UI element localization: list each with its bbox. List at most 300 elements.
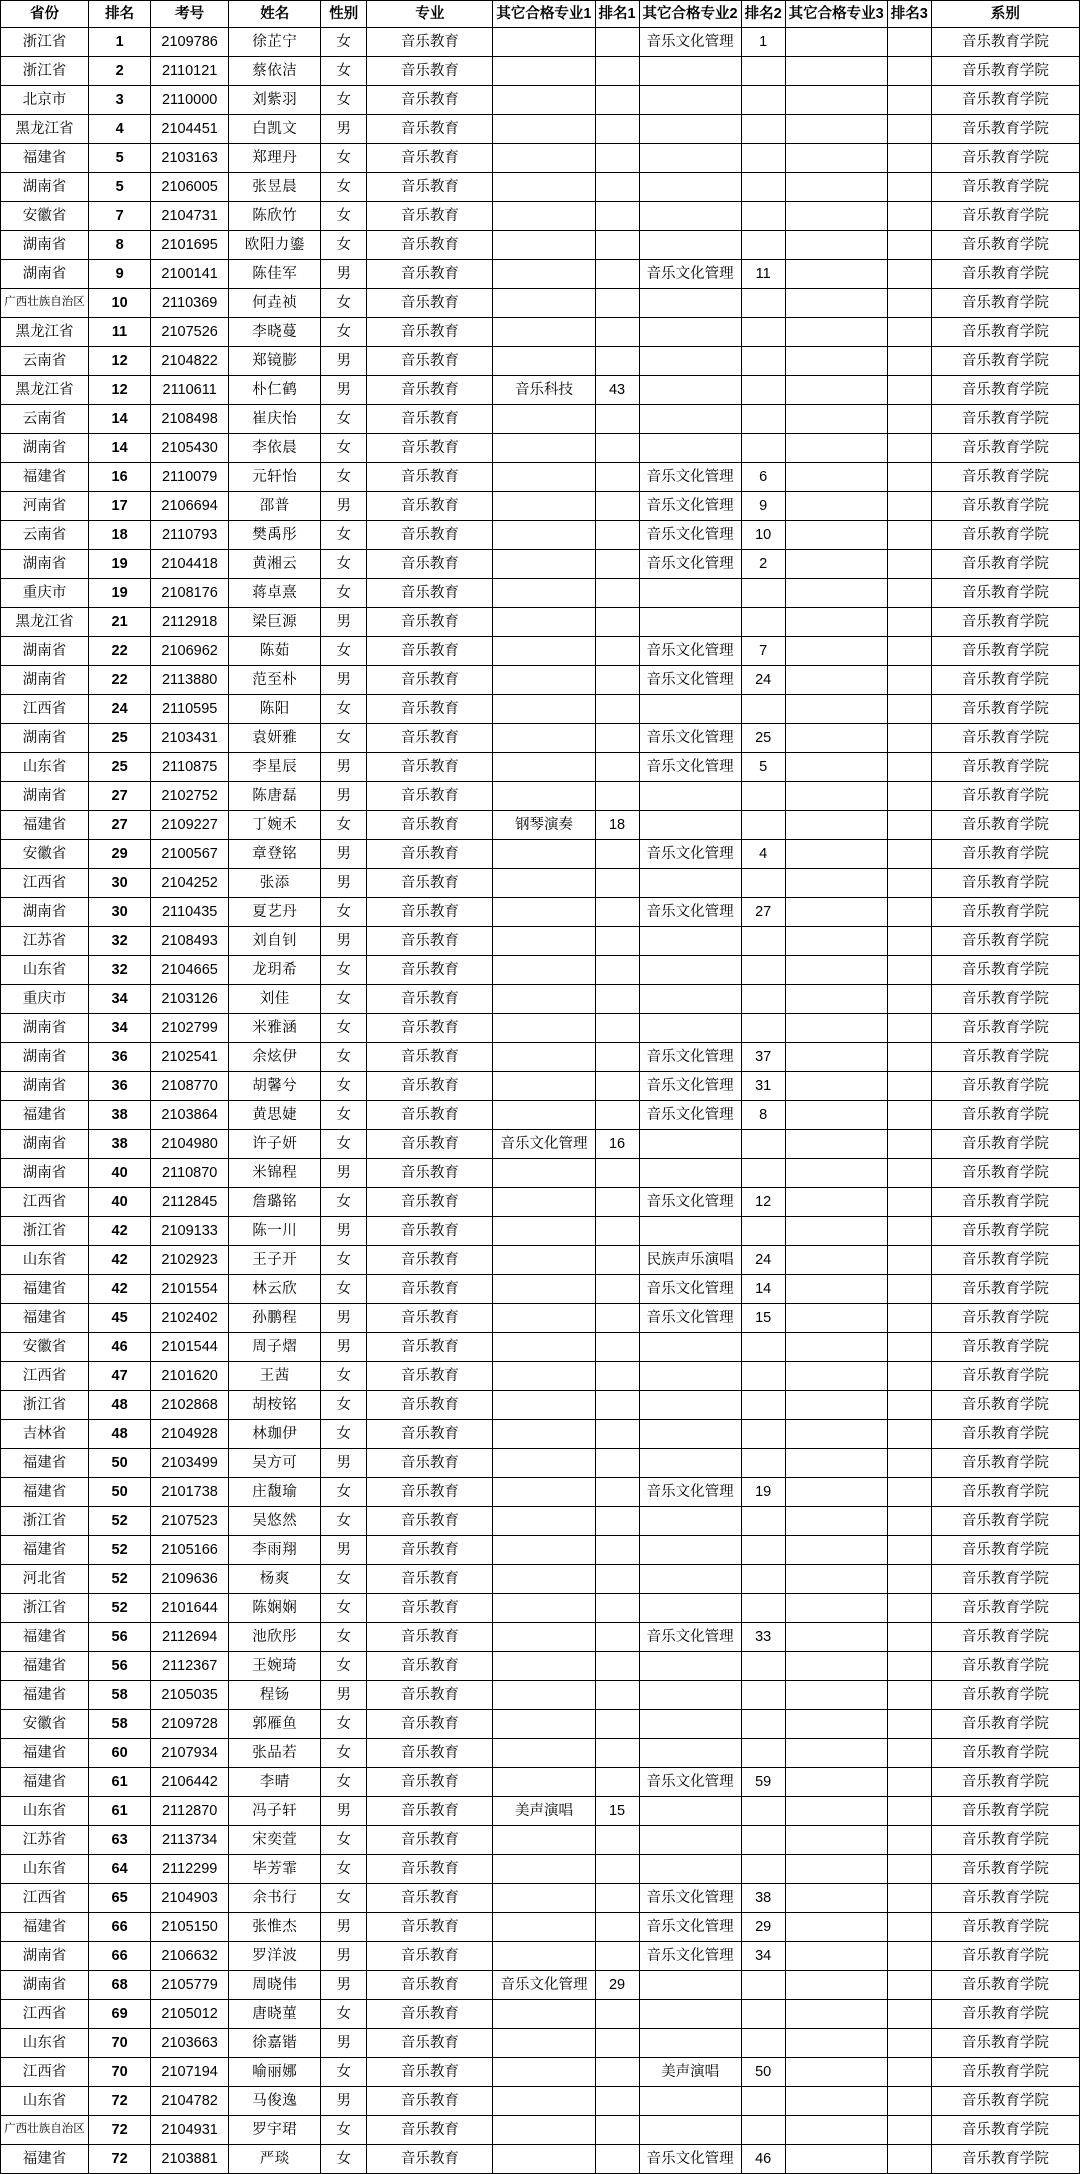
cell-exam-number: 2112845: [151, 1188, 229, 1217]
cell-alt-major-3: [785, 1826, 887, 1855]
cell-gender: 女: [321, 695, 367, 724]
cell-gender: 女: [321, 202, 367, 231]
cell-alt-major-3: [785, 492, 887, 521]
cell-alt-rank-3: [887, 173, 931, 202]
cell-department: 音乐教育学院: [931, 1826, 1079, 1855]
cell-exam-number: 2107934: [151, 1739, 229, 1768]
cell-alt-rank-3: [887, 1797, 931, 1826]
cell-name: 丁婉禾: [229, 811, 321, 840]
cell-alt-rank-3: [887, 289, 931, 318]
cell-alt-rank-2: [741, 1739, 785, 1768]
cell-rank: 8: [89, 231, 151, 260]
cell-department: 音乐教育学院: [931, 1449, 1079, 1478]
table-row: [1, 289, 1080, 318]
cell-alt-major-3: [785, 405, 887, 434]
cell-department: 音乐教育学院: [931, 1884, 1079, 1913]
column-header-alt-rank-2: 排名2: [741, 1, 785, 28]
cell-major: 音乐教育: [367, 1188, 493, 1217]
cell-department: 音乐教育学院: [931, 2058, 1079, 2087]
cell-department: 音乐教育学院: [931, 1797, 1079, 1826]
cell-department: 音乐教育学院: [931, 1275, 1079, 1304]
cell-alt-rank-1: [595, 1536, 639, 1565]
cell-alt-rank-1: [595, 2116, 639, 2145]
table-row: [1, 144, 1080, 173]
cell-alt-major-3: [785, 1623, 887, 1652]
cell-exam-number: 2107194: [151, 2058, 229, 2087]
cell-alt-rank-3: [887, 1130, 931, 1159]
cell-name: 李依晨: [229, 434, 321, 463]
cell-alt-major-3: [785, 1652, 887, 1681]
cell-major: 音乐教育: [367, 1507, 493, 1536]
cell-alt-rank-1: [595, 1014, 639, 1043]
cell-alt-major-3: [785, 434, 887, 463]
table-header-row: [1, 1, 1080, 28]
cell-province: 福建省: [1, 1913, 89, 1942]
cell-exam-number: 2101738: [151, 1478, 229, 1507]
cell-alt-rank-2: 11: [741, 260, 785, 289]
cell-alt-rank-3: [887, 1304, 931, 1333]
cell-name: 陈娴娴: [229, 1594, 321, 1623]
cell-gender: 男: [321, 2029, 367, 2058]
cell-province: 湖南省: [1, 1014, 89, 1043]
table-row: [1, 985, 1080, 1014]
cell-major: 音乐教育: [367, 2029, 493, 2058]
cell-exam-number: 2106005: [151, 173, 229, 202]
cell-alt-rank-1: [595, 1304, 639, 1333]
table-row: [1, 1594, 1080, 1623]
column-header-alt-major-2: 其它合格专业2: [639, 1, 741, 28]
cell-rank: 70: [89, 2058, 151, 2087]
cell-alt-rank-3: [887, 492, 931, 521]
cell-alt-major-2: 音乐文化管理: [639, 1275, 741, 1304]
cell-alt-major-2: [639, 1594, 741, 1623]
cell-rank: 5: [89, 144, 151, 173]
cell-alt-rank-3: [887, 1072, 931, 1101]
cell-province: 云南省: [1, 405, 89, 434]
cell-alt-major-2: [639, 173, 741, 202]
cell-name: 王茜: [229, 1362, 321, 1391]
cell-major: 音乐教育: [367, 2000, 493, 2029]
cell-exam-number: 2100141: [151, 260, 229, 289]
cell-alt-rank-2: [741, 1507, 785, 1536]
cell-alt-rank-2: [741, 1971, 785, 2000]
cell-exam-number: 2101695: [151, 231, 229, 260]
cell-alt-rank-3: [887, 608, 931, 637]
cell-gender: 男: [321, 2087, 367, 2116]
cell-name: 夏艺丹: [229, 898, 321, 927]
cell-alt-rank-2: [741, 2087, 785, 2116]
cell-department: 音乐教育学院: [931, 1710, 1079, 1739]
cell-alt-rank-1: [595, 1391, 639, 1420]
cell-alt-major-3: [785, 2116, 887, 2145]
cell-gender: 女: [321, 985, 367, 1014]
cell-alt-rank-3: [887, 1855, 931, 1884]
cell-department: 音乐教育学院: [931, 1420, 1079, 1449]
cell-alt-rank-1: [595, 1884, 639, 1913]
cell-major: 音乐教育: [367, 782, 493, 811]
cell-rank: 21: [89, 608, 151, 637]
cell-alt-major-3: [785, 1536, 887, 1565]
cell-alt-major-1: 音乐文化管理: [493, 1971, 595, 2000]
cell-major: 音乐教育: [367, 57, 493, 86]
cell-alt-rank-2: 15: [741, 1304, 785, 1333]
cell-alt-rank-2: [741, 434, 785, 463]
cell-name: 陈佳军: [229, 260, 321, 289]
cell-alt-major-1: [493, 869, 595, 898]
cell-alt-rank-1: [595, 318, 639, 347]
cell-name: 罗宇珺: [229, 2116, 321, 2145]
cell-name: 邵普: [229, 492, 321, 521]
cell-department: 音乐教育学院: [931, 115, 1079, 144]
cell-alt-rank-3: [887, 2116, 931, 2145]
cell-gender: 女: [321, 1043, 367, 1072]
cell-name: 徐嘉锴: [229, 2029, 321, 2058]
cell-alt-rank-3: [887, 57, 931, 86]
cell-gender: 女: [321, 811, 367, 840]
cell-exam-number: 2102799: [151, 1014, 229, 1043]
cell-exam-number: 2104731: [151, 202, 229, 231]
cell-rank: 1: [89, 28, 151, 57]
cell-gender: 女: [321, 550, 367, 579]
cell-alt-major-2: 美声演唱: [639, 2058, 741, 2087]
cell-exam-number: 2102752: [151, 782, 229, 811]
cell-exam-number: 2103663: [151, 2029, 229, 2058]
cell-exam-number: 2105779: [151, 1971, 229, 2000]
cell-province: 福建省: [1, 1536, 89, 1565]
cell-department: 音乐教育学院: [931, 1739, 1079, 1768]
cell-province: 湖南省: [1, 550, 89, 579]
cell-major: 音乐教育: [367, 1594, 493, 1623]
cell-major: 音乐教育: [367, 1072, 493, 1101]
cell-alt-major-1: [493, 144, 595, 173]
cell-name: 张品若: [229, 1739, 321, 1768]
cell-department: 音乐教育学院: [931, 1565, 1079, 1594]
cell-gender: 女: [321, 1826, 367, 1855]
cell-alt-rank-3: [887, 869, 931, 898]
cell-rank: 47: [89, 1362, 151, 1391]
cell-alt-rank-3: [887, 2087, 931, 2116]
cell-alt-major-2: [639, 927, 741, 956]
table-row: [1, 811, 1080, 840]
cell-alt-rank-3: [887, 318, 931, 347]
column-header-gender: 性别: [321, 1, 367, 28]
cell-alt-rank-1: [595, 1159, 639, 1188]
cell-province: 江西省: [1, 695, 89, 724]
cell-major: 音乐教育: [367, 1565, 493, 1594]
cell-major: 音乐教育: [367, 318, 493, 347]
table-row: [1, 1304, 1080, 1333]
cell-alt-major-3: [785, 115, 887, 144]
cell-province: 福建省: [1, 1623, 89, 1652]
cell-major: 音乐教育: [367, 1043, 493, 1072]
cell-alt-major-1: [493, 318, 595, 347]
cell-alt-major-2: 音乐文化管理: [639, 753, 741, 782]
cell-province: 福建省: [1, 811, 89, 840]
cell-major: 音乐教育: [367, 579, 493, 608]
cell-province: 福建省: [1, 1304, 89, 1333]
cell-alt-major-3: [785, 811, 887, 840]
cell-alt-rank-3: [887, 434, 931, 463]
cell-alt-major-3: [785, 1478, 887, 1507]
cell-department: 音乐教育学院: [931, 927, 1079, 956]
cell-alt-major-1: [493, 1159, 595, 1188]
cell-alt-major-1: [493, 898, 595, 927]
cell-alt-major-2: 音乐文化管理: [639, 1072, 741, 1101]
cell-alt-major-1: 音乐文化管理: [493, 1130, 595, 1159]
cell-alt-rank-1: [595, 2000, 639, 2029]
cell-alt-major-2: 音乐文化管理: [639, 1478, 741, 1507]
cell-province: 福建省: [1, 1275, 89, 1304]
cell-alt-rank-2: [741, 1362, 785, 1391]
cell-alt-rank-1: [595, 550, 639, 579]
cell-gender: 女: [321, 289, 367, 318]
cell-province: 湖南省: [1, 173, 89, 202]
column-header-alt-major-3: 其它合格专业3: [785, 1, 887, 28]
table-row: [1, 1333, 1080, 1362]
cell-alt-major-1: 音乐科技: [493, 376, 595, 405]
cell-department: 音乐教育学院: [931, 289, 1079, 318]
cell-rank: 22: [89, 666, 151, 695]
cell-alt-major-3: [785, 840, 887, 869]
cell-rank: 34: [89, 1014, 151, 1043]
table-row: [1, 1536, 1080, 1565]
cell-major: 音乐教育: [367, 840, 493, 869]
cell-alt-rank-3: [887, 405, 931, 434]
cell-province: 湖南省: [1, 898, 89, 927]
table-row: [1, 318, 1080, 347]
cell-alt-rank-1: [595, 782, 639, 811]
cell-alt-rank-3: [887, 695, 931, 724]
cell-name: 白凯文: [229, 115, 321, 144]
cell-gender: 女: [321, 1391, 367, 1420]
cell-alt-major-1: [493, 1246, 595, 1275]
cell-gender: 女: [321, 463, 367, 492]
cell-rank: 72: [89, 2116, 151, 2145]
table-row: [1, 231, 1080, 260]
table-row: [1, 1739, 1080, 1768]
cell-exam-number: 2103431: [151, 724, 229, 753]
cell-department: 音乐教育学院: [931, 1101, 1079, 1130]
cell-gender: 女: [321, 1072, 367, 1101]
cell-exam-number: 2104451: [151, 115, 229, 144]
cell-alt-rank-1: [595, 1188, 639, 1217]
cell-alt-rank-1: [595, 1710, 639, 1739]
cell-alt-rank-1: [595, 289, 639, 318]
cell-exam-number: 2110079: [151, 463, 229, 492]
cell-province: 福建省: [1, 1478, 89, 1507]
cell-name: 陈茹: [229, 637, 321, 666]
cell-alt-rank-2: 10: [741, 521, 785, 550]
cell-alt-major-1: [493, 434, 595, 463]
cell-alt-major-1: [493, 1188, 595, 1217]
cell-alt-rank-2: [741, 1855, 785, 1884]
cell-exam-number: 2102402: [151, 1304, 229, 1333]
cell-rank: 30: [89, 898, 151, 927]
cell-gender: 女: [321, 2145, 367, 2174]
cell-department: 音乐教育学院: [931, 1855, 1079, 1884]
cell-alt-major-1: [493, 2000, 595, 2029]
cell-alt-major-2: [639, 434, 741, 463]
cell-alt-rank-2: [741, 1420, 785, 1449]
cell-gender: 女: [321, 1246, 367, 1275]
cell-alt-rank-2: [741, 173, 785, 202]
cell-gender: 女: [321, 1275, 367, 1304]
cell-alt-major-2: 音乐文化管理: [639, 28, 741, 57]
cell-department: 音乐教育学院: [931, 782, 1079, 811]
cell-major: 音乐教育: [367, 260, 493, 289]
cell-major: 音乐教育: [367, 1855, 493, 1884]
cell-alt-rank-3: [887, 1101, 931, 1130]
cell-major: 音乐教育: [367, 869, 493, 898]
cell-major: 音乐教育: [367, 2116, 493, 2145]
cell-department: 音乐教育学院: [931, 2029, 1079, 2058]
cell-alt-rank-1: [595, 1652, 639, 1681]
cell-alt-major-1: [493, 1739, 595, 1768]
table-row: [1, 579, 1080, 608]
cell-alt-major-1: [493, 1855, 595, 1884]
cell-gender: 男: [321, 1971, 367, 2000]
cell-major: 音乐教育: [367, 1159, 493, 1188]
cell-alt-major-1: 钢琴演奏: [493, 811, 595, 840]
cell-alt-rank-2: 38: [741, 1884, 785, 1913]
cell-major: 音乐教育: [367, 1246, 493, 1275]
cell-alt-rank-1: [595, 1855, 639, 1884]
cell-gender: 男: [321, 1159, 367, 1188]
cell-alt-major-3: [785, 1710, 887, 1739]
cell-alt-rank-3: [887, 1507, 931, 1536]
cell-alt-major-3: [785, 608, 887, 637]
cell-province: 江西省: [1, 1188, 89, 1217]
cell-alt-major-3: [785, 1449, 887, 1478]
cell-alt-major-2: [639, 2000, 741, 2029]
table-row: [1, 28, 1080, 57]
cell-department: 音乐教育学院: [931, 463, 1079, 492]
cell-exam-number: 2110595: [151, 695, 229, 724]
cell-alt-major-3: [785, 1304, 887, 1333]
cell-gender: 男: [321, 1304, 367, 1333]
cell-alt-major-3: [785, 898, 887, 927]
cell-gender: 女: [321, 2116, 367, 2145]
cell-name: 周晓伟: [229, 1971, 321, 2000]
cell-alt-rank-2: 46: [741, 2145, 785, 2174]
cell-gender: 女: [321, 1739, 367, 1768]
cell-alt-rank-1: [595, 840, 639, 869]
cell-alt-rank-2: [741, 1681, 785, 1710]
cell-gender: 男: [321, 492, 367, 521]
table-header: [1, 1, 1080, 28]
column-header-province: 省份: [1, 1, 89, 28]
cell-province: 福建省: [1, 1768, 89, 1797]
cell-alt-rank-2: 29: [741, 1913, 785, 1942]
cell-name: 罗洋波: [229, 1942, 321, 1971]
cell-name: 郑理丹: [229, 144, 321, 173]
cell-alt-major-2: [639, 86, 741, 115]
cell-province: 浙江省: [1, 1217, 89, 1246]
cell-gender: 男: [321, 666, 367, 695]
cell-alt-major-2: 音乐文化管理: [639, 521, 741, 550]
cell-alt-rank-1: [595, 1449, 639, 1478]
cell-rank: 50: [89, 1449, 151, 1478]
cell-rank: 52: [89, 1565, 151, 1594]
cell-alt-rank-3: [887, 1217, 931, 1246]
cell-alt-major-2: [639, 1014, 741, 1043]
cell-alt-rank-2: [741, 1826, 785, 1855]
cell-major: 音乐教育: [367, 463, 493, 492]
cell-rank: 42: [89, 1275, 151, 1304]
cell-alt-rank-1: [595, 985, 639, 1014]
cell-gender: 女: [321, 1130, 367, 1159]
cell-department: 音乐教育学院: [931, 492, 1079, 521]
cell-alt-rank-1: [595, 608, 639, 637]
cell-alt-major-3: [785, 579, 887, 608]
cell-rank: 5: [89, 173, 151, 202]
cell-major: 音乐教育: [367, 724, 493, 753]
cell-alt-rank-3: [887, 1710, 931, 1739]
cell-department: 音乐教育学院: [931, 1391, 1079, 1420]
cell-alt-major-2: [639, 695, 741, 724]
cell-major: 音乐教育: [367, 405, 493, 434]
cell-rank: 66: [89, 1913, 151, 1942]
cell-name: 唐晓菫: [229, 2000, 321, 2029]
cell-alt-rank-2: [741, 1536, 785, 1565]
table-row: [1, 347, 1080, 376]
cell-major: 音乐教育: [367, 811, 493, 840]
cell-alt-rank-3: [887, 1942, 931, 1971]
cell-department: 音乐教育学院: [931, 1246, 1079, 1275]
table-row: [1, 550, 1080, 579]
cell-alt-major-2: [639, 985, 741, 1014]
cell-alt-major-2: [639, 2116, 741, 2145]
cell-alt-major-3: [785, 28, 887, 57]
cell-alt-major-3: [785, 57, 887, 86]
cell-alt-rank-1: [595, 927, 639, 956]
cell-gender: 女: [321, 434, 367, 463]
cell-alt-major-2: 音乐文化管理: [639, 898, 741, 927]
cell-alt-rank-2: [741, 811, 785, 840]
cell-major: 音乐教育: [367, 376, 493, 405]
cell-alt-rank-1: [595, 115, 639, 144]
cell-alt-major-1: [493, 202, 595, 231]
cell-gender: 男: [321, 927, 367, 956]
cell-alt-rank-1: [595, 1681, 639, 1710]
cell-department: 音乐教育学院: [931, 231, 1079, 260]
cell-rank: 2: [89, 57, 151, 86]
cell-gender: 男: [321, 1536, 367, 1565]
table-row: [1, 927, 1080, 956]
cell-alt-major-2: [639, 1710, 741, 1739]
cell-rank: 52: [89, 1536, 151, 1565]
cell-exam-number: 2106694: [151, 492, 229, 521]
cell-alt-rank-3: [887, 985, 931, 1014]
cell-alt-rank-3: [887, 1188, 931, 1217]
cell-alt-rank-2: 6: [741, 463, 785, 492]
cell-alt-rank-1: [595, 1623, 639, 1652]
cell-name: 徐芷宁: [229, 28, 321, 57]
cell-alt-major-1: [493, 347, 595, 376]
cell-rank: 32: [89, 956, 151, 985]
cell-name: 许子妍: [229, 1130, 321, 1159]
cell-alt-major-3: [785, 1014, 887, 1043]
cell-gender: 男: [321, 376, 367, 405]
cell-alt-major-2: [639, 2029, 741, 2058]
table-body: [1, 28, 1080, 2174]
cell-province: 江西省: [1, 869, 89, 898]
cell-alt-rank-2: [741, 1014, 785, 1043]
cell-exam-number: 2100567: [151, 840, 229, 869]
cell-major: 音乐教育: [367, 1884, 493, 1913]
table-row: [1, 405, 1080, 434]
cell-name: 马俊逸: [229, 2087, 321, 2116]
